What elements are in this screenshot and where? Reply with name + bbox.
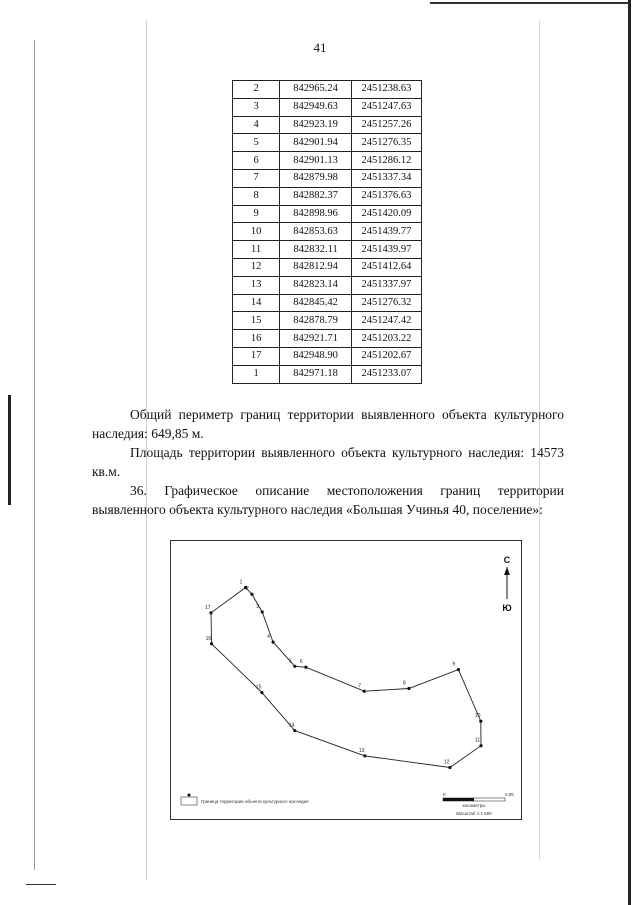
- table-cell: 2451238.63: [351, 81, 421, 99]
- boundary-point-marker: [209, 611, 212, 614]
- table-cell: 8: [233, 187, 280, 205]
- table-cell: 7: [233, 169, 280, 187]
- table-row: [233, 241, 422, 259]
- table-cell: 2451337.34: [351, 169, 421, 187]
- table-row: [233, 98, 422, 116]
- table-cell: 842878.79: [280, 312, 352, 330]
- table-cell: 2451439.97: [351, 241, 421, 259]
- table-cell: 842812.94: [280, 258, 352, 276]
- table-cell: 842965.24: [280, 81, 352, 99]
- boundary-point-label: 3: [256, 604, 259, 610]
- south-label: Ю: [502, 603, 512, 613]
- north-label: С: [503, 555, 511, 565]
- scale-text: Масштаб 1:1 500: [456, 811, 492, 816]
- table-cell: 842832.11: [280, 241, 352, 259]
- boundary-point-label: 14: [288, 722, 295, 729]
- text-block: [92, 405, 564, 519]
- boundary-point-marker: [293, 729, 296, 732]
- table-cell: 2451376.63: [351, 187, 421, 205]
- table-cell: 842901.94: [280, 134, 352, 152]
- boundary-point-label: 13: [358, 747, 365, 754]
- boundary-point-marker: [260, 691, 263, 694]
- boundary-point-marker: [261, 610, 264, 613]
- table-cell: 10: [233, 223, 280, 241]
- table-cell: 2451412.64: [351, 258, 421, 276]
- table-row: [233, 81, 422, 99]
- table-cell: 2451257.26: [351, 116, 421, 134]
- table-cell: 842971.18: [280, 365, 352, 383]
- boundary-point-label: 7: [358, 683, 361, 690]
- boundary-point-label: 8: [402, 680, 406, 687]
- table-row: [233, 330, 422, 348]
- table-cell: 17: [233, 347, 280, 365]
- boundary-point-label: 4: [267, 634, 270, 641]
- table-cell: 842923.19: [280, 116, 352, 134]
- table-row: [233, 347, 422, 365]
- table-row: [233, 169, 422, 187]
- legend-label: Граница территории объекта культурного наследия: [201, 799, 309, 804]
- table-row: [233, 365, 422, 383]
- boundary-point-marker: [407, 687, 410, 690]
- table-row: [233, 223, 422, 241]
- table-cell: 2451337.97: [351, 276, 421, 294]
- boundary-point-label: 9: [452, 661, 456, 668]
- table-cell: 3: [233, 98, 280, 116]
- boundary-point-marker: [363, 690, 366, 693]
- boundary-point-label: 5: [288, 658, 292, 665]
- boundary-point-label: 16: [205, 635, 212, 642]
- boundary-point-marker: [448, 766, 451, 769]
- boundary-point-label: 2: [245, 586, 249, 593]
- table-cell: 842845.42: [280, 294, 352, 312]
- table-cell: 14: [233, 294, 280, 312]
- table-cell: 842853.63: [280, 223, 352, 241]
- table-cell: 2451233.07: [351, 365, 421, 383]
- table-cell: 2451203.22: [351, 330, 421, 348]
- table-row: [233, 294, 422, 312]
- boundary-point-marker: [293, 665, 296, 668]
- table-cell: 2451286.12: [351, 152, 421, 170]
- coordinates-table: [232, 80, 422, 384]
- boundary-point-marker: [250, 593, 253, 596]
- scan-line-left: [34, 40, 35, 870]
- table-cell: 15: [233, 312, 280, 330]
- table-row: [233, 312, 422, 330]
- scan-line-right-thick: [628, 0, 631, 905]
- legend-point-icon: [188, 794, 191, 797]
- boundary-point-marker: [457, 668, 460, 671]
- table-cell: 9: [233, 205, 280, 223]
- boundary-point-marker: [272, 641, 275, 644]
- boundary-point-label: 6: [299, 659, 303, 666]
- boundary-map: [170, 540, 522, 820]
- table-cell: 2451439.77: [351, 223, 421, 241]
- table-cell: 2451276.35: [351, 134, 421, 152]
- boundary-point-label: 15: [255, 684, 262, 691]
- table-cell: 11: [233, 241, 280, 259]
- table-cell: 1: [233, 365, 280, 383]
- boundary-point-marker: [479, 720, 482, 723]
- table-cell: 842879.98: [280, 169, 352, 187]
- boundary-point-marker: [363, 754, 366, 757]
- table-cell: 2: [233, 81, 280, 99]
- legend-swatch: [181, 797, 197, 805]
- scale-unit: километры: [462, 803, 486, 808]
- boundary-point-label: 1: [239, 579, 243, 586]
- boundary-polygon: [211, 588, 481, 768]
- scan-line-top: [430, 2, 628, 4]
- boundary-point-marker: [210, 642, 213, 645]
- table-cell: 12: [233, 258, 280, 276]
- boundary-point-label: 11: [475, 737, 481, 744]
- table-cell: 2451247.42: [351, 312, 421, 330]
- table-row: [233, 276, 422, 294]
- scan-line-bottom: [26, 884, 56, 885]
- table-row: [233, 205, 422, 223]
- table-row: [233, 187, 422, 205]
- table-row: [233, 116, 422, 134]
- north-arrow-icon: [504, 567, 510, 575]
- scale-bar-fill: [443, 798, 474, 801]
- table-cell: 842921.71: [280, 330, 352, 348]
- table-cell: 2451420.09: [351, 205, 421, 223]
- table-cell: 6: [233, 152, 280, 170]
- table-cell: 842882.37: [280, 187, 352, 205]
- scale-left-label: 0: [443, 792, 446, 797]
- table-row: [233, 258, 422, 276]
- table-cell: 2451202.67: [351, 347, 421, 365]
- table-cell: 842948.90: [280, 347, 352, 365]
- area-paragraph: Площадь территории выявленного объекта культурного наследия: 14573 кв.м.: [92, 445, 564, 479]
- table-cell: 4: [233, 116, 280, 134]
- table-cell: 13: [233, 276, 280, 294]
- table-cell: 16: [233, 330, 280, 348]
- perimeter-paragraph: Общий периметр границ территории выявленного объекта культурного наследия: 649,85 м.: [92, 407, 564, 441]
- table-cell: 2451247.63: [351, 98, 421, 116]
- table-cell: 2451276.32: [351, 294, 421, 312]
- boundary-point-label: 17: [205, 604, 211, 611]
- scan-line-left-thick: [8, 395, 11, 505]
- boundary-point-marker: [479, 744, 482, 747]
- table-row: [233, 134, 422, 152]
- table-cell: 842949.63: [280, 98, 352, 116]
- page-number: 41: [313, 40, 327, 55]
- table-row: [233, 152, 422, 170]
- section-paragraph: 36. Графическое описание местоположения границ территории выявленного объекта культурного наследия «Большая Учинья 40, поселение»:: [92, 483, 564, 517]
- boundary-point-marker: [304, 666, 307, 669]
- table-cell: 842901.13: [280, 152, 352, 170]
- boundary-map-svg: [171, 541, 521, 819]
- table-cell: 842823.14: [280, 276, 352, 294]
- table-cell: 5: [233, 134, 280, 152]
- scale-right-label: 0,95: [505, 792, 514, 797]
- boundary-point-label: 10: [474, 713, 481, 720]
- boundary-point-label: 12: [443, 759, 450, 766]
- table-cell: 842898.96: [280, 205, 352, 223]
